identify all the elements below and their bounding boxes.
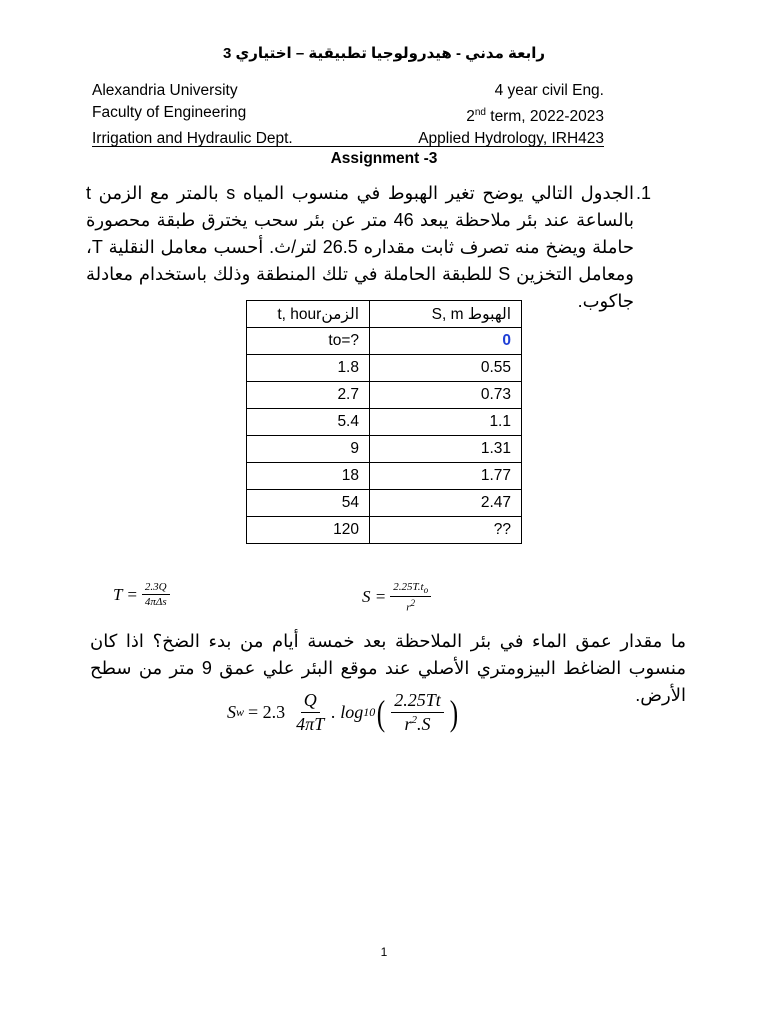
formula-storage-coefficient: S = $\frac{2.25T.t_o}{r^2}$ (362, 581, 435, 614)
header-faculty: Faculty of Engineering (92, 104, 247, 121)
table-cell-drawdown: 1.31 (370, 436, 522, 463)
table-row (247, 436, 522, 463)
header-department: Irrigation and Hydraulic Dept. (92, 130, 293, 148)
table-cell-time: 9 (247, 436, 370, 463)
table-row (247, 517, 522, 544)
page-number: 1 (380, 945, 388, 959)
header-year: 4 year civil Eng. (494, 82, 604, 99)
table-row (247, 328, 522, 355)
table-row (247, 355, 522, 382)
table-cell-time: 120 (247, 517, 370, 544)
table-cell-drawdown: 0.55 (370, 355, 522, 382)
formula-drawdown-well: S w = 2.3 $\frac{Q}{4\pi T}$ . log 10 ( $\frac{2.25Tt}{r^2.S}$ ) (227, 690, 458, 734)
table-cell-time: 1.8 (247, 355, 370, 382)
table-row (247, 382, 522, 409)
table-cell-drawdown: 1.1 (370, 409, 522, 436)
table-header-row (247, 301, 522, 328)
formula-transmissivity: T = $\frac{2.3Q}{\text{4πΔs}}$ (113, 581, 174, 608)
drawdown-table (246, 300, 522, 544)
document-top-title: رابعة مدني - هيدرولوجيا تطبيقية – اختياري 3 (222, 45, 546, 62)
question-1-text: الجدول التالي يوضح تغير الهبوط في منسوب المياه s بالمتر مع الزمن t بالساعة عند بئر ملاحظة يبعد 46 متر عن بئر سحب يخترق طبقة محصورة حاملة ويضخ منه تصرف ثابت مقداره 26.5 لتر/ث. أحسب معامل النقلية T، ومعامل التخزين S للطبقة الحاملة في تلك المنطقة وذلك باستخدام معادلة جاكوب. (86, 183, 635, 311)
table-cell-drawdown: 2.47 (370, 490, 522, 517)
table-row (247, 409, 522, 436)
question-2-text: ما مقدار عمق الماء في بئر الملاحظة بعد خمسة أيام من بدء الضخ؟ اذا كان منسوب الضاغط البيزومتري الأصلي عند موقع البئر علي عمق 9 متر من سطح الأرض. (90, 631, 686, 705)
header-term: 2nd term, 2022-2023 (466, 107, 604, 126)
table-row (247, 490, 522, 517)
header-university: Alexandria University (92, 82, 238, 99)
table-cell-time: 2.7 (247, 382, 370, 409)
table-cell-drawdown: 0 (370, 328, 522, 355)
question-1-number: .1 (636, 183, 652, 203)
table-cell-time: to=? (247, 328, 370, 355)
table-cell-drawdown: ?? (370, 517, 522, 544)
table-header-drawdown: الهبوط S, m (370, 301, 522, 328)
header-divider (92, 146, 604, 147)
assignment-title: Assignment -3 (330, 150, 438, 167)
table-cell-drawdown: 0.73 (370, 382, 522, 409)
header-course: Applied Hydrology, IRH423 (418, 130, 604, 148)
table-row (247, 463, 522, 490)
table-cell-time: 18 (247, 463, 370, 490)
table-cell-time: 54 (247, 490, 370, 517)
table-header-time: الزمنt, hour (247, 301, 370, 328)
table-cell-drawdown: 1.77 (370, 463, 522, 490)
table-cell-time: 5.4 (247, 409, 370, 436)
document-header (92, 80, 604, 150)
